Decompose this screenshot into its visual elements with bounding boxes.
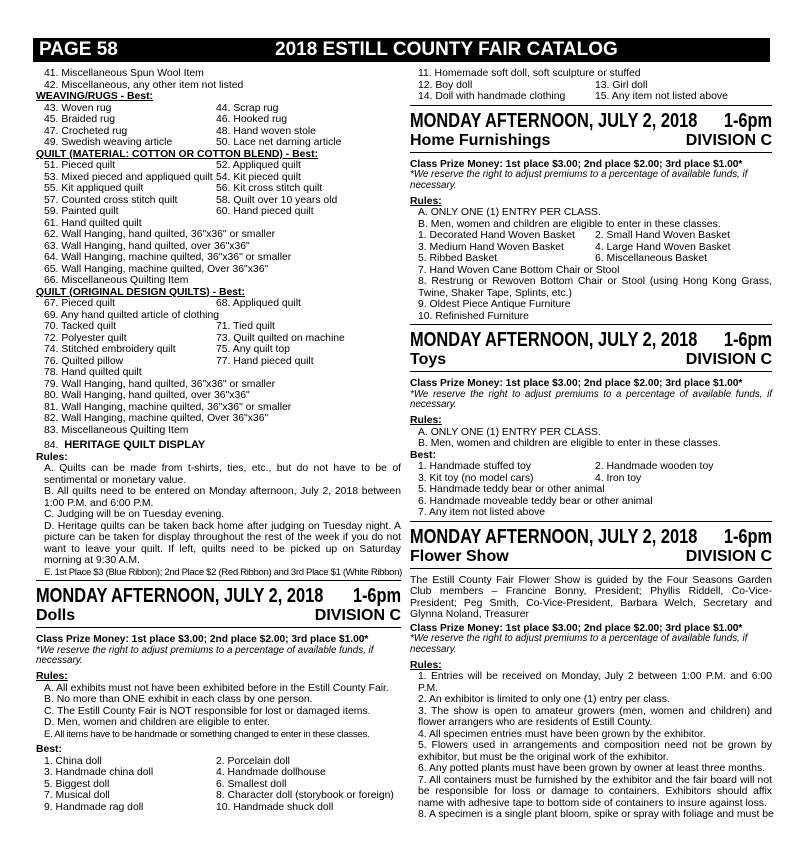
rule-text: 5. Flowers used in arrangements and composition need not be grown by exhibitor, but must be the original work of the exhibitor. — [418, 740, 772, 763]
prize-money: Class Prize Money: 1st place $3.00; 2nd place $2.00; 3rd place $1.00* — [410, 378, 743, 390]
dolls-continued-list — [410, 80, 772, 103]
list-item: 5. Handmade teddy bear or other animal — [418, 484, 605, 496]
list-item: 75. Any quilt top — [216, 344, 290, 355]
list-item: 57. Counted cross stitch quilt — [44, 194, 178, 206]
list-item: 69. Any hand quilted article of clothing — [44, 309, 220, 321]
rule-text: B. Men, women and children are eligible to enter in these classes. — [418, 218, 721, 230]
flower-rules — [410, 671, 772, 821]
rule-text: C. Judging will be on Tuesday evening. — [44, 509, 225, 520]
list-item: 55. Kit appliqued quilt — [44, 183, 144, 194]
list-item: 74. Stitched embroidery quilt — [44, 344, 176, 355]
list-item: 64. Wall Hanging, machine quilted, 36"x36" or smaller — [44, 252, 292, 263]
quilt-material-pairs — [36, 160, 401, 218]
list-item: 42. Miscellaneous, any other item not listed — [44, 79, 244, 91]
rule-text: A. ONLY ONE (1) ENTRY PER CLASS. — [418, 207, 601, 219]
quilt-original-singles — [36, 367, 401, 436]
list-item: 14. Doll with handmade clothing — [418, 91, 566, 102]
list-item: 79. Wall Hanging, hand quilted, 36"x36" or smaller — [44, 378, 276, 390]
flower-show-header — [410, 526, 772, 566]
home-furnishings-header — [410, 110, 772, 150]
quilt-material-singles — [36, 218, 401, 287]
list-item: 41. Miscellaneous Spun Wool Item — [44, 68, 204, 79]
list-item: 7. Musical doll — [44, 790, 110, 802]
list-item: 61. Hand quilted quilt — [44, 217, 142, 229]
list-item: 8. Restrung or Rewoven Bottom Chair or Stool (using Hong Kong Grass, Twine, Shaker Tape, Splints, etc.) — [418, 276, 772, 299]
quilt-original-pairs-2 — [36, 321, 401, 367]
section-division: DIVISION C — [314, 607, 401, 624]
list-item: 51. Pieced quilt — [44, 160, 116, 171]
list-item: 56. Kit cross stitch quilt — [216, 183, 323, 194]
list-item: 72. Polyester quilt — [44, 332, 127, 344]
list-item: 47. Crocheted rug — [44, 125, 128, 137]
rule-text: 4. All specimen entries must have been grown by the exhibitor. — [418, 728, 706, 740]
list-item: 2. Porcelain doll — [216, 755, 290, 767]
section-divider — [410, 152, 772, 153]
rules-label: Rules: — [36, 451, 68, 463]
best-label: Best: — [410, 449, 436, 461]
list-item: 1. Decorated Hand Woven Basket — [418, 230, 575, 242]
list-item: 70. Tacked quilt — [44, 321, 117, 332]
best-label: Best: — [36, 744, 62, 756]
top-items — [36, 68, 401, 91]
list-item: 10. Handmade shuck doll — [216, 801, 334, 813]
weaving-list — [36, 103, 401, 149]
list-item: 67. Pieced quilt — [44, 298, 116, 309]
list-item: 49. Swedish weaving article — [44, 137, 173, 148]
list-item: 60. Hand pieced quilt — [216, 206, 314, 217]
quilt-original-pairs — [36, 298, 401, 310]
rule-text: B. All quilts need to be entered on Monday afternoon, July 2, 2018 between 1:00 P.M. and 6:00 P.M. — [44, 486, 401, 509]
section-divider — [410, 521, 772, 522]
section-day: MONDAY AFTERNOON, JULY 2, 2018 — [410, 525, 698, 548]
prize-note: *We reserve the right to adjust premiums to a percentage of available funds, if necessary. — [410, 169, 748, 191]
section-time: 1-6pm — [723, 109, 773, 132]
rule-text: 7. All containers must be furnished by the exhibitor and the fair board will not be responsible for loss or damage to containers. Exhibitors should affix name with adhesive tape to bottom side of containers to insure against loss. — [418, 774, 772, 809]
section-name: Flower Show — [410, 547, 509, 565]
list-item: 58. Quilt over 10 years old — [216, 194, 338, 206]
rule-text: E. All items have to be handmade or something changed to enter in these classes. — [44, 728, 370, 740]
toys-header — [410, 329, 772, 369]
list-item: 4. Iron toy — [595, 472, 642, 484]
rule-text: A. ONLY ONE (1) ENTRY PER CLASS. — [418, 426, 601, 438]
heritage-quilt-item: 84. HERITAGE QUILT DISPLAY — [44, 439, 206, 451]
list-item: 45. Braided rug — [44, 114, 116, 125]
section-day: MONDAY AFTERNOON, JULY 2, 2018 — [410, 329, 698, 352]
section-division: DIVISION C — [685, 351, 772, 369]
list-item: 53. Mixed pieced and appliqued quilt — [44, 171, 213, 183]
section-divider — [410, 568, 772, 569]
rule-text: B. Men, women and children are eligible to enter in these classes. — [418, 438, 721, 450]
section-day: MONDAY AFTERNOON, JULY 2, 2018 — [36, 585, 324, 607]
rules-label: Rules: — [36, 671, 68, 683]
list-item: 54. Kit pieced quilt — [216, 171, 301, 183]
list-item: 3. Kit toy (no model cars) — [418, 472, 534, 484]
list-item: 81. Wall Hanging, machine quilted, 36"x36" or smaller — [44, 401, 292, 413]
list-item: 59. Painted quilt — [44, 206, 119, 217]
right-column — [410, 68, 772, 821]
section-division: DIVISION C — [685, 131, 772, 149]
list-item: 50. Lace net darning article — [216, 137, 342, 148]
dolls-rules — [36, 683, 401, 741]
prize-note: *We reserve the right to adjust premiums to a percentage of available funds, if necessary. — [410, 388, 772, 411]
list-item: 46. Hooked rug — [216, 114, 288, 125]
list-item: 6. Smallest doll — [216, 778, 287, 790]
toys-rules — [410, 427, 772, 450]
section-time: 1-6pm — [723, 525, 773, 548]
rule-text: D. Heritage quilts can be taken back home after judging on Tuesday night. A picture can be taken for display throughout the rest of the week if you do not want to leave your quilt. If left, quilts need to be picked up on Saturday morning at 9:30 A.M. — [44, 520, 401, 566]
list-item: 80. Wall Hanging, hand quilted, over 36"x36" — [44, 390, 250, 401]
section-name: Home Furnishings — [410, 131, 551, 149]
home-rules — [410, 207, 772, 230]
list-item: 73. Quilt quilted on machine — [216, 332, 345, 344]
list-item: 62. Wall Hanging, hand quilted, 36"x36" or smaller — [44, 229, 276, 240]
list-item: 77. Hand pieced quilt — [216, 355, 314, 367]
list-item: 66. Miscellaneous Quilting Item — [44, 275, 189, 286]
section-divider — [410, 324, 772, 325]
list-item: 44. Scrap rug — [216, 102, 279, 114]
list-item: 43. Woven rug — [44, 102, 112, 114]
list-item: 63. Wall Hanging, hand quilted, over 36"x36" — [44, 240, 250, 252]
quilt-original-heading: QUILT (ORIGINAL DESIGN QUILTS) - Best: — [36, 286, 245, 298]
rule-text: B. No more than ONE exhibit in each class by one person. — [44, 694, 313, 706]
rule-text: A. Quilts can be made from t-shirts, ties, etc., but do not have to be of sentimental or monetary value. — [44, 463, 401, 486]
list-item: 8. Character doll (storybook or foreign) — [216, 790, 394, 802]
list-item: 1. Handmade stuffed toy — [418, 461, 532, 473]
home-singles — [410, 265, 772, 323]
weaving-heading: WEAVING/RUGS - Best: — [36, 91, 153, 102]
rules-label: Rules: — [410, 659, 442, 671]
section-time: 1-6pm — [723, 329, 773, 352]
rule-text: 2. An exhibitor is limited to only one (1) entry per class. — [418, 694, 670, 706]
list-item: 68. Appliqued quilt — [216, 298, 301, 309]
list-item: 7. Hand Woven Cane Bottom Chair or Stool — [418, 264, 620, 276]
list-item: 12. Boy doll — [418, 79, 473, 91]
list-item: 83. Miscellaneous Quilting Item — [44, 424, 189, 436]
list-item: 78. Hand quilted quilt — [44, 367, 142, 378]
list-item: 9. Oldest Piece Antique Furniture — [418, 299, 571, 311]
list-item: 1. China doll — [44, 755, 102, 767]
rules-label: Rules: — [410, 195, 442, 207]
prize-money: Class Prize Money: 1st place $3.00; 2nd place $2.00; 3rd place $1.00* — [410, 622, 743, 634]
left-column — [36, 68, 401, 813]
section-divider — [36, 627, 401, 628]
list-item: 15. Any item not listed above — [595, 91, 728, 102]
section-time: 1-6pm — [352, 585, 402, 607]
rules-label: Rules: — [410, 415, 442, 427]
list-item: 11. Homemade soft doll, soft sculpture or stuffed — [418, 68, 641, 79]
toys-singles — [410, 484, 772, 519]
rule-text: E. 1st Place $3 (Blue Ribbon); 2nd Place $2 (Red Ribbon) and 3rd Place $1 (White Ribbon) — [44, 566, 402, 578]
rule-text: 1. Entries will be received on Monday, July 2 between 1:00 P.M. and 6:00 P.M. — [418, 671, 772, 694]
list-item: 6. Handmade moveable teddy bear or other animal — [418, 495, 653, 507]
prize-note: *We reserve the right to adjust premiums to a percentage of available funds, if necessary. — [410, 633, 748, 655]
quilt-material-heading: QUILT (MATERIAL: COTTON OR COTTON BLEND) - Best: — [36, 148, 319, 160]
list-item: 13. Girl doll — [595, 79, 648, 91]
prize-note: *We reserve the right to adjust premiums to a percentage of available funds, if necessary. — [36, 644, 374, 667]
list-item: 2. Handmade wooden toy — [595, 461, 714, 473]
flower-intro: The Estill County Fair Flower Show is guided by the Four Seasons Garden Club members – Francine Bonny, President; Phyllis Riddell, Co-Vice-President; Peg Smith, Co-Vice-President, Barbara Welch, Secretary and Glynna Noland, Treasurer — [410, 574, 772, 621]
list-item: 76. Quilted pillow — [44, 355, 124, 367]
list-item: 3. Handmade china doll — [44, 767, 154, 779]
list-item: 71. Tied quilt — [216, 321, 275, 332]
rule-text: 8. A specimen is a single plant bloom, spike or spray with foliage and must be — [418, 809, 774, 821]
prize-money: Class Prize Money: 1st place $3.00; 2nd place $2.00; 3rd place $1.00* — [36, 634, 369, 645]
section-day: MONDAY AFTERNOON, JULY 2, 2018 — [410, 109, 698, 132]
toys-list — [410, 461, 772, 484]
dolls-list — [36, 756, 401, 814]
dolls-header — [36, 585, 401, 625]
rule-text: D. Men, women and children are eligible to enter. — [44, 717, 270, 729]
list-item: 5. Biggest doll — [44, 778, 110, 790]
page-banner — [33, 38, 770, 62]
rule-text: A. All exhibits must not have been exhibited before in the Estill County Fair. — [44, 682, 389, 694]
list-item: 65. Wall Hanging, machine quilted, Over 36"x36" — [44, 263, 269, 275]
list-item: 4. Large Hand Woven Basket — [595, 241, 731, 253]
section-divider — [410, 105, 772, 106]
list-item: 9. Handmade rag doll — [44, 801, 144, 813]
list-item: 4. Handmade dollhouse — [216, 767, 326, 779]
section-name: Dolls — [36, 607, 76, 624]
home-list — [410, 230, 772, 265]
section-division: DIVISION C — [685, 547, 772, 565]
section-divider — [36, 580, 401, 581]
list-item: 10. Refinished Furniture — [418, 310, 529, 322]
list-item: 7. Any item not listed above — [418, 507, 546, 519]
list-item: 52. Appliqued quilt — [216, 160, 301, 171]
section-divider — [410, 371, 772, 372]
rule-text: C. The Estill County Fair is NOT responsible for lost or damaged items. — [44, 705, 371, 717]
rule-text: 3. The show is open to amateur growers (men, women and children) and flower arrangers who are residents of Estill County. — [418, 705, 772, 729]
list-item: 5. Ribbed Basket — [418, 253, 498, 265]
list-item: 3. Medium Hand Woven Basket — [418, 241, 564, 253]
list-item: 6. Miscellaneous Basket — [595, 253, 708, 265]
list-item: 82. Wall Hanging, machine quilted, Over 36"x36" — [44, 413, 269, 424]
quilt-rules — [36, 463, 401, 578]
prize-money: Class Prize Money: 1st place $3.00; 2nd place $2.00; 3rd place $1.00* — [410, 158, 743, 170]
catalog-title: 2018 ESTILL COUNTY FAIR CATALOG — [275, 39, 618, 60]
page-number: PAGE 58 — [39, 39, 118, 60]
rule-text: 6. Any potted plants must have been grown by owner at least three months. — [418, 763, 766, 775]
list-item: 48. Hand woven stole — [216, 125, 316, 137]
section-name: Toys — [410, 351, 447, 369]
list-item: 2. Small Hand Woven Basket — [595, 230, 730, 242]
